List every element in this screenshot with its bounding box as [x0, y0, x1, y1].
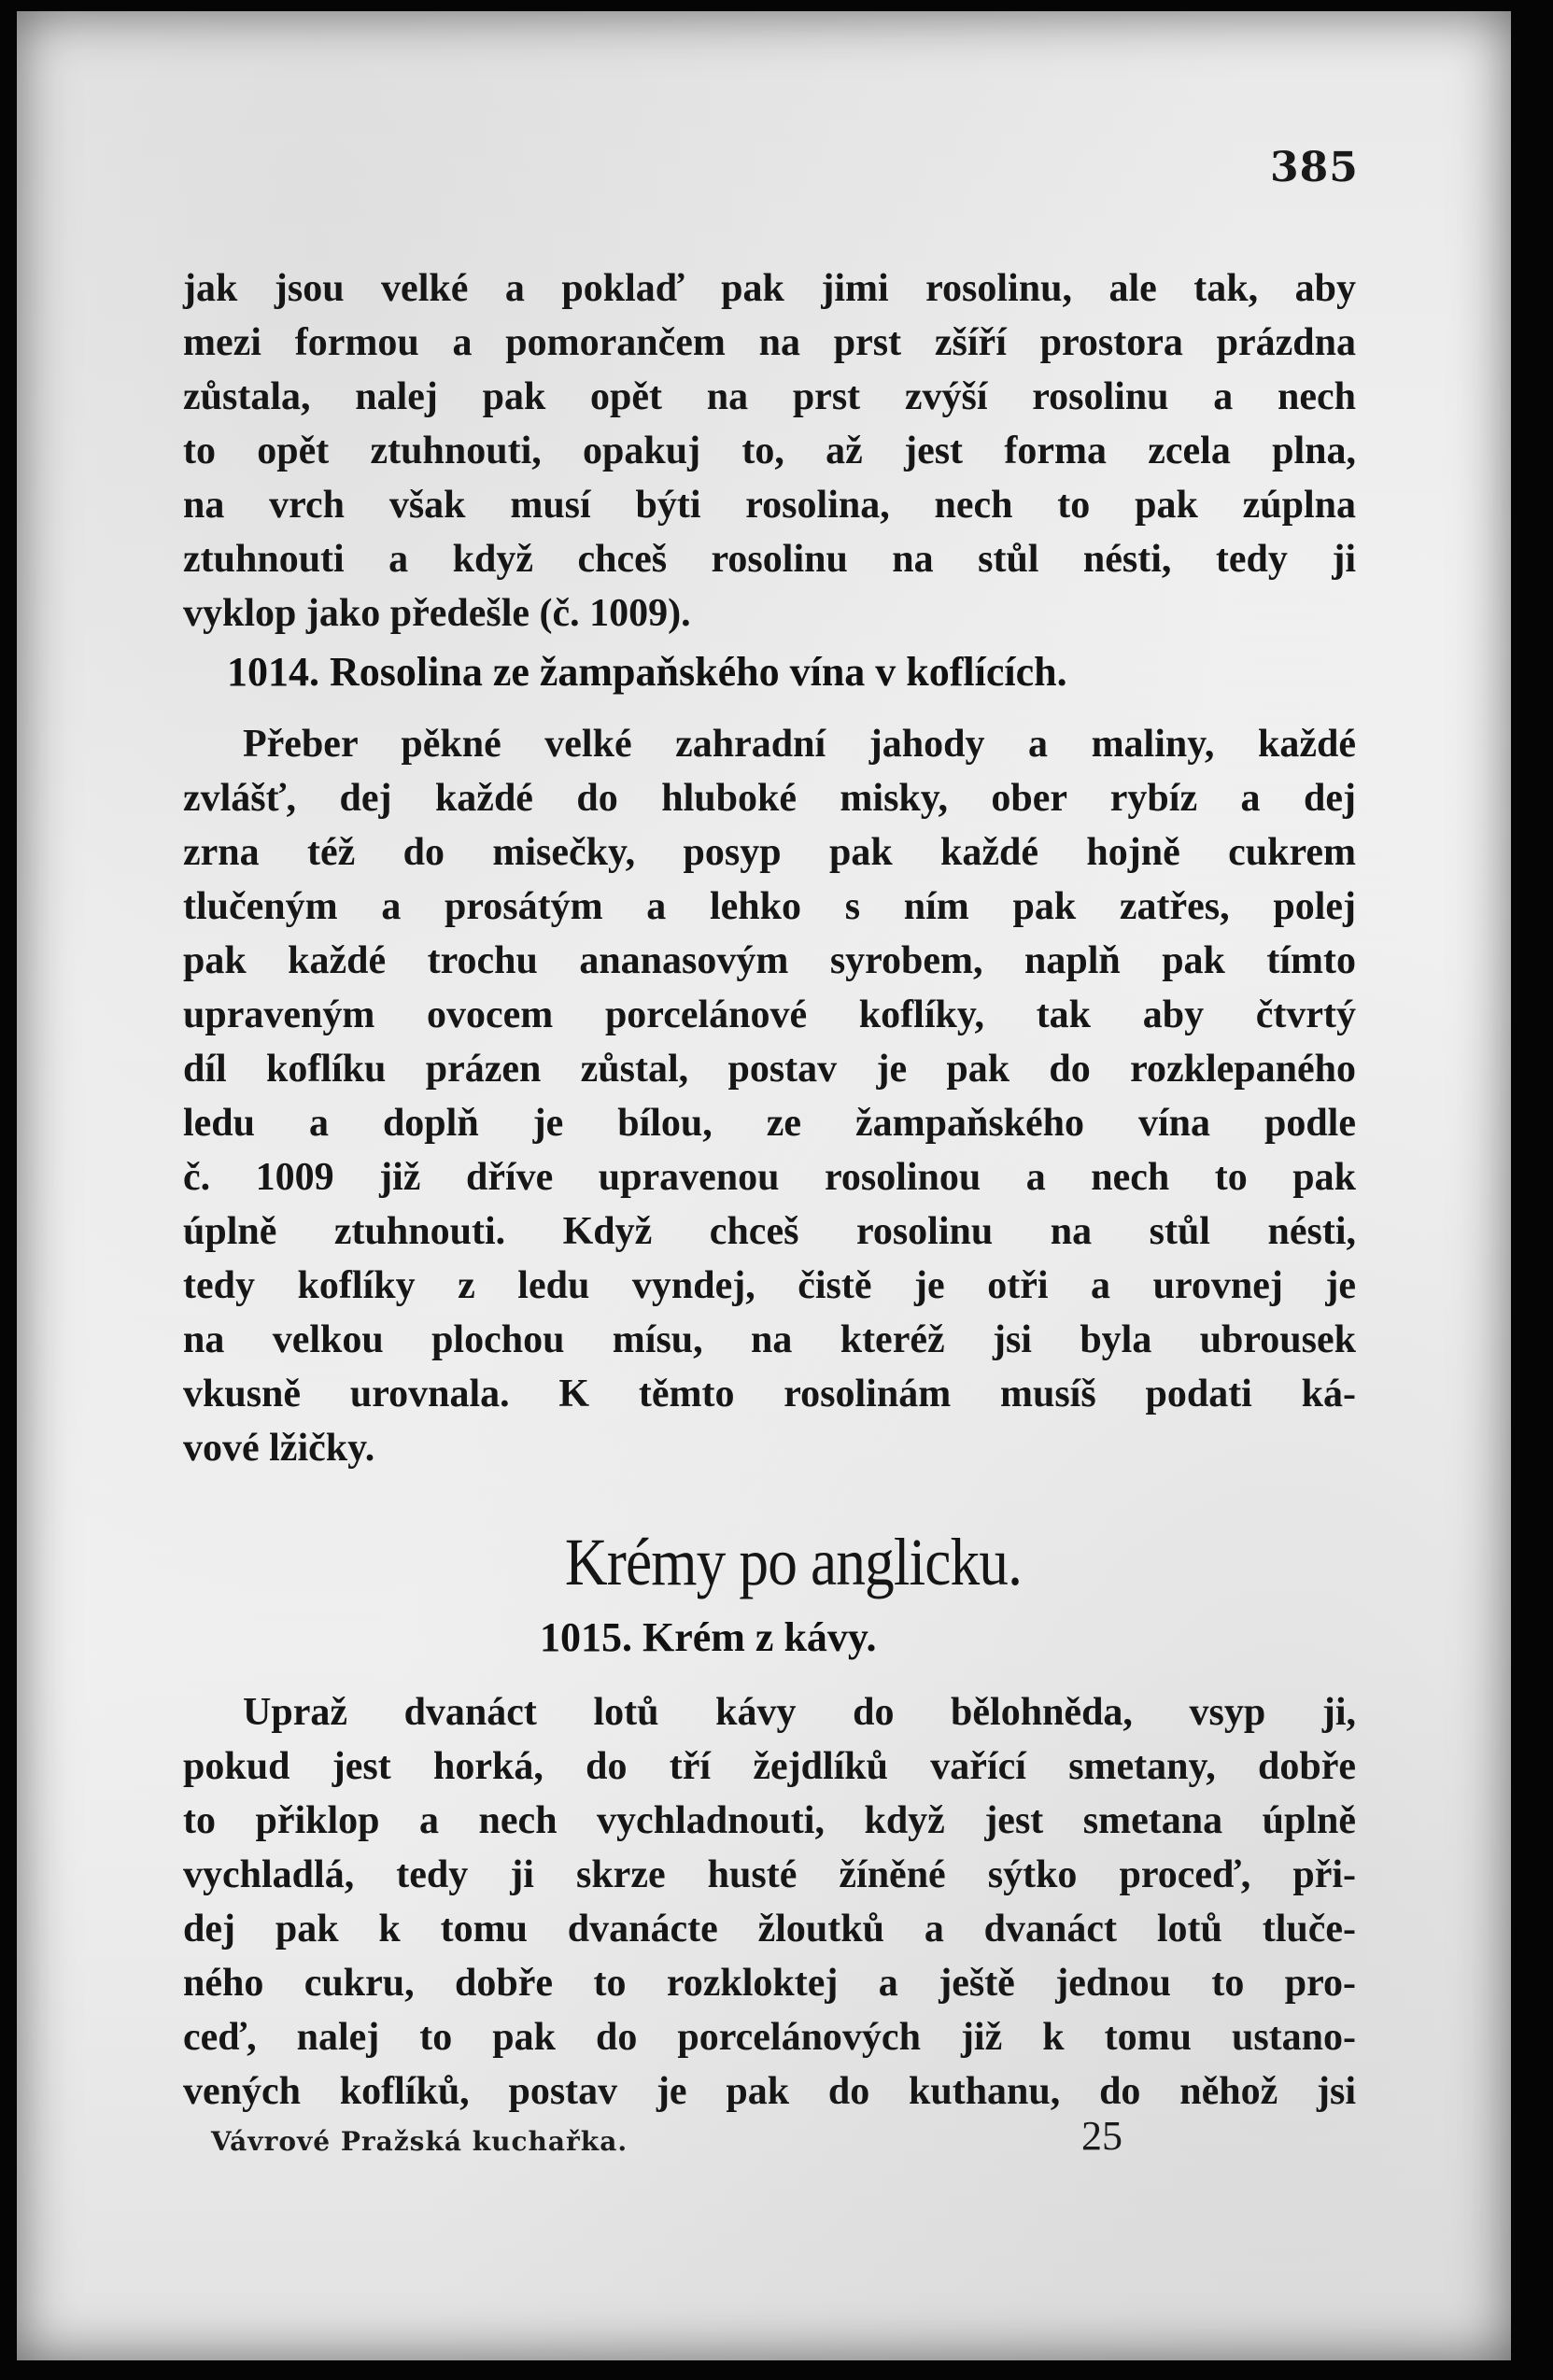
text-line: ceď, nalej to pak do porcelánových již k tomu ustano- — [183, 2016, 1356, 2059]
recipe-1014-body — [183, 717, 1356, 1475]
text-line: vyklop jako předešle (č. 1009). — [183, 592, 691, 635]
text-line: vených koflíků, postav je pak do kuthanu, do něhož jsi — [183, 2070, 1356, 2113]
text-line: upraveným ovocem porcelánové koflíky, tak aby čtvrtý — [183, 993, 1356, 1036]
text-line: ného cukru, dobře to rozkloktej a ještě jednou to pro- — [183, 1962, 1356, 2005]
text-line: zůstala, nalej pak opět na prst zvýší rosolinu a nech — [183, 375, 1356, 418]
recipe-1015-body — [183, 1685, 1356, 2119]
text-line: Upraž dvanáct lotů kávy do bělohněda, vsyp ji, — [243, 1691, 1356, 1734]
text-line: úplně ztuhnouti. Když chceš rosolinu na stůl nésti, — [183, 1210, 1356, 1253]
text-line: díl koflíku prázen zůstal, postav je pak do rozklepaného — [183, 1048, 1356, 1091]
text-line: tlučeným a prosátým a lehko s ním pak zatřes, polej — [183, 885, 1356, 928]
text-line: to opět ztuhnouti, opakuj to, až jest forma zcela plna, — [183, 430, 1356, 472]
text-line: zvlášť, dej každé do hluboké misky, ober rybíz a dej — [183, 777, 1356, 820]
footer-signature-mark: 25 — [1081, 2113, 1122, 2159]
text-line: Přeber pěkné velké zahradní jahody a maliny, každé — [243, 723, 1356, 766]
book-page — [17, 11, 1511, 2360]
text-line: mezi formou a pomorančem na prst zšíří prostora prázdna — [183, 321, 1356, 364]
text-line: tedy koflíky z ledu vyndej, čistě je otři a urovnej je — [183, 1264, 1356, 1307]
text-line: č. 1009 již dříve upravenou rosolinou a nech to pak — [183, 1156, 1356, 1199]
text-line: ledu a doplň je bílou, ze žampaňského vína podle — [183, 1102, 1356, 1145]
page-number: 385 — [1270, 144, 1359, 191]
text-line: vkusně urovnala. K těmto rosolinám musíš podati ká- — [183, 1373, 1356, 1415]
text-line: ztuhnouti a když chceš rosolinu na stůl nésti, tedy ji — [183, 538, 1356, 581]
recipe-heading-1014: 1014. Rosolina ze žampaňského vína v koflících. — [227, 649, 1067, 695]
text-line: to přiklop a nech vychladnouti, když jest smetana úplně — [183, 1799, 1356, 1842]
text-line: vové lžičky. — [183, 1427, 375, 1470]
text-line: na velkou plochou mísu, na kteréž jsi byla ubrousek — [183, 1318, 1356, 1361]
text-line: pokud jest horká, do tří žejdlíků vařící smetany, dobře — [183, 1745, 1356, 1788]
intro-paragraph — [183, 261, 1356, 641]
text-line: jak jsou velké a poklaď pak jimi rosolinu, ale tak, aby — [183, 267, 1356, 310]
recipe-heading-1015: 1015. Krém z kávy. — [540, 1614, 877, 1660]
text-line: zrna též do misečky, posyp pak každé hojně cukrem — [183, 831, 1356, 874]
text-line: pak každé trochu ananasovým syrobem, naplň pak tímto — [183, 939, 1356, 982]
text-line: na vrch však musí býti rosolina, nech to pak zúplna — [183, 484, 1356, 527]
text-line: vychladlá, tedy ji skrze husté žíněné sýtko proceď, při- — [183, 1853, 1356, 1896]
section-title: Krémy po anglicku. — [564, 1525, 1023, 1599]
text-line: dej pak k tomu dvanácte žloutků a dvanáct lotů tluče- — [183, 1908, 1356, 1950]
footer-book-title: Vávrové Pražská kuchařka. — [211, 2126, 628, 2157]
